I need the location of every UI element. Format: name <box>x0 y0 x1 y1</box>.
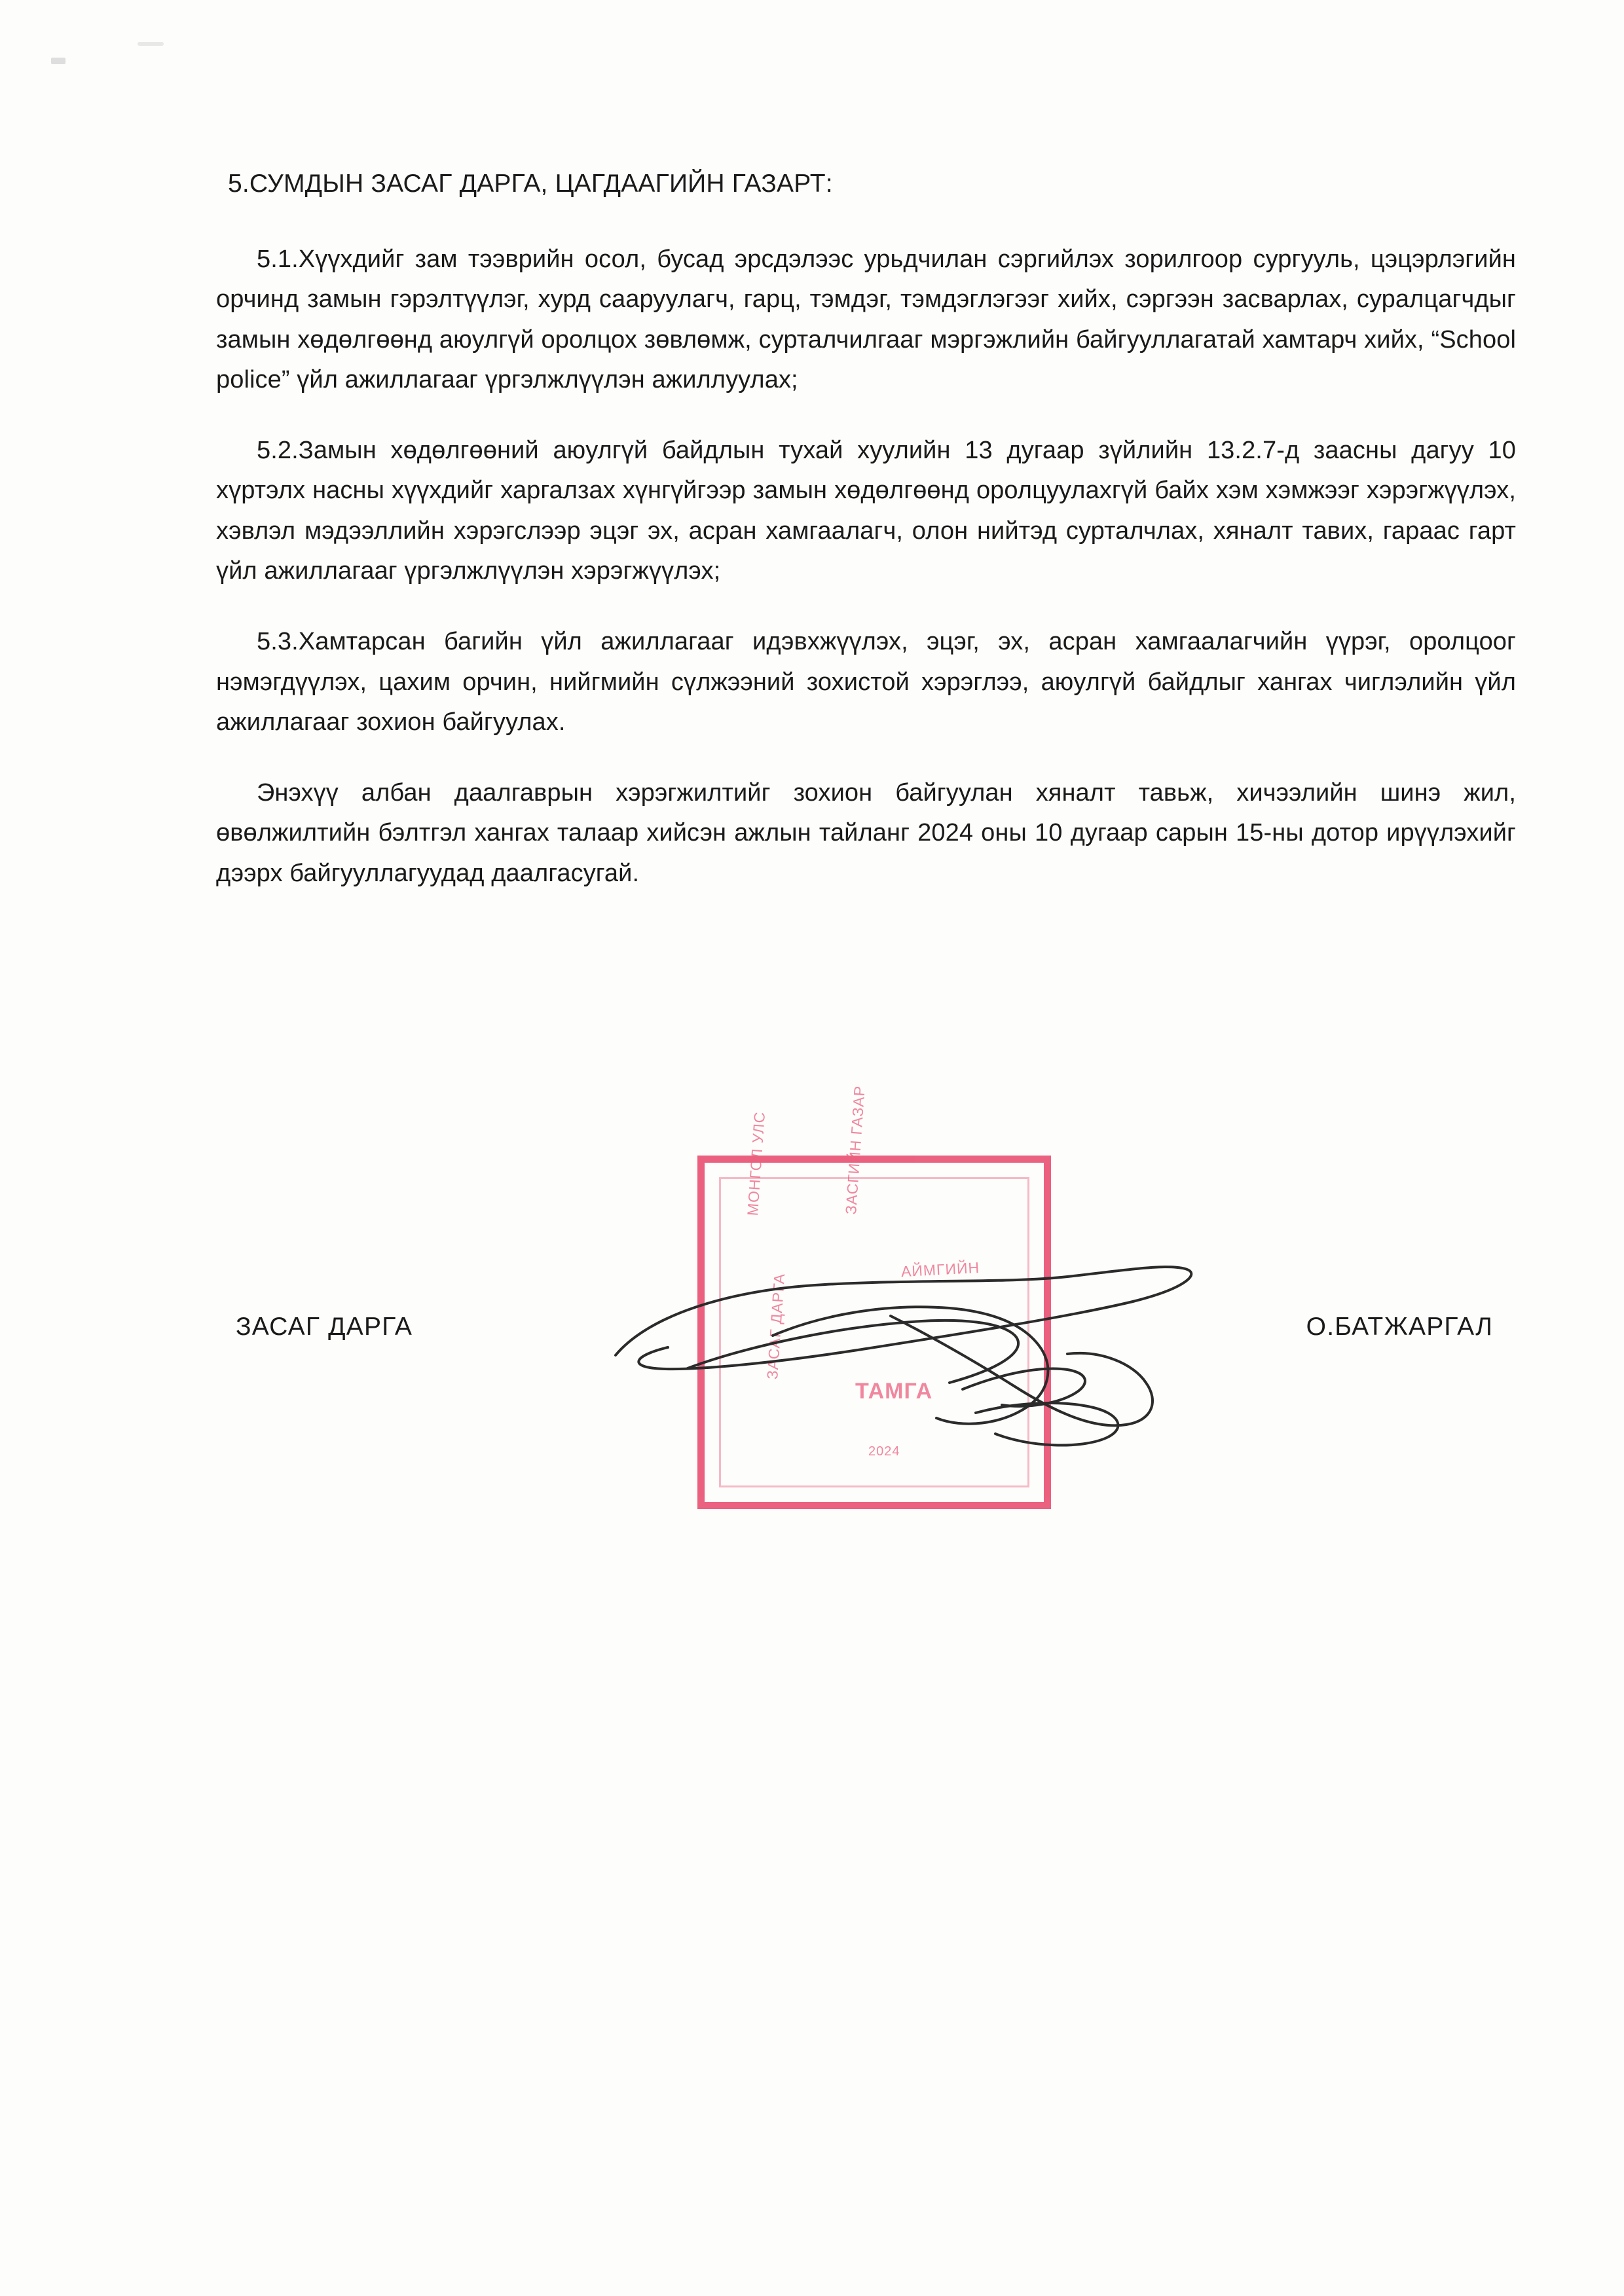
stamp-text-line-3: АЙМГИЙН <box>900 1258 980 1281</box>
paragraph-5-1: 5.1.Хүүхдийг зам тээврийн осол, бусад эрсдэлээс урьдчилан сэргийлэх зорилгоор сургууль, цэцэрлэгийн орчинд замын гэрэлтүүлэг, хурд сааруулагч, гарц, тэмдэг, тэмдэглэгээг хийх, сэргээн засварлах, суралцагчдыг замын хөдөлгөөнд аюулгүй оролцох зөвлөмж, сурталчилгааг мэргэжлийн байгууллагатай хамтарч хийх, “School police” үйл ажиллагааг үргэлжлүүлэн ажиллуулах; <box>216 245 1516 394</box>
stamp-text-line-2: ЗАСГИЙН ГАЗАР <box>842 1085 868 1215</box>
official-stamp <box>697 1085 1051 1509</box>
signer-name: О.БАТЖАРГАЛ <box>1306 1313 1493 1341</box>
paragraph-5-3: 5.3.Хамтарсан багийн үйл ажиллагааг идэвхжүүлэх, эцэг, эх, асран хамгаалагчийн үүрэг, оролцоог нэмэгдүүлэх, цахим орчин, нийгмийн сүлжээний зохистой хэрэглээ, аюулгүй байдлыг хангах чиглэлийн үйл ажиллагааг зохион байгуулах. <box>216 628 1516 737</box>
stamp-text-line-4: ЗАСАГ ДАРГА <box>764 1272 788 1380</box>
stamp-text-line-6: 2024 <box>868 1444 900 1459</box>
stamp-text-line-1: МОНГОЛ УЛС <box>744 1110 769 1216</box>
section-heading: 5.СУМДЫН ЗАСАГ ДАРГА, ЦАГДААГИЙН ГАЗАРТ: <box>228 170 833 198</box>
scan-artifact-icon <box>51 58 65 64</box>
scan-artifact-icon <box>138 42 164 46</box>
stamp-inner-border <box>719 1177 1029 1487</box>
paragraph-closing: Энэхүү албан даалгаврын хэрэгжилтийг зохион байгуулан хяналт тавьж, хичээлийн шинэ жил, өвөлжилтийн бэлтгэл хангах талаар хийсэн ажлын тайланг 2024 оны 10 дугаар сарын 15-ны дотор ирүүлэхийг дээрх байгууллагуудад даалгасугай. <box>216 778 1516 887</box>
document-body <box>216 167 1516 894</box>
stamp-text-line-5: ТАМГА <box>855 1379 933 1404</box>
signature-block <box>216 1085 1516 1571</box>
paragraph-5-2: 5.2.Замын хөдөлгөөний аюулгүй байдлын тухай хуулийн 13 дугаар зүйлийн 13.2.7-д заасны дагуу 10 хүртэлх насны хүүхдийг харгалзах хүнгүйгээр замын хөдөлгөөнд оролцуулахгүй байх хэм хэмжээг хэрэгжүүлэх, хэвлэл мэдээллийн хэрэгслээр эцэг эх, асран хамгаалагч, олон нийтэд сурталчлах, хяналт тавих, гараас гарт үйл ажиллагааг үргэлжлүүлэн хэрэгжүүлэх; <box>216 436 1516 585</box>
signature-title-label: ЗАСАГ ДАРГА <box>236 1313 413 1341</box>
